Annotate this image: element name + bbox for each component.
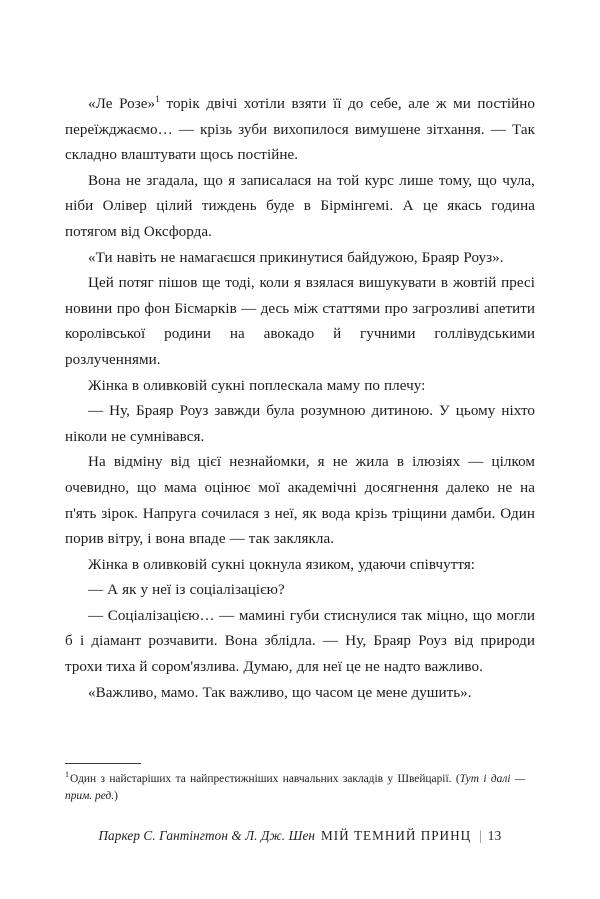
paragraph-dialogue	[65, 399, 535, 450]
paragraph-text: Вона не згадала, що я записалася на той курс лише тому, що чула, ніби Олівер цілий тиждень буде в Бірмінгемі. А це якась година потягом від Оксфорда.	[65, 172, 535, 240]
footnote-main-text: Один з найстаріших та найпрестижніших навчальних закладів у Швейцарії. (	[70, 773, 460, 785]
paragraph-text: На відміну від цієї незнайомки, я не жила в ілюзіях — цілком очевидно, що мама оцінює мої академічні досягнення далеко не на п'ять зірок. Напруга сочилася з неї, як вода крізь тріщини дамби. Один порив вітру, і вона впаде — так заклякла.	[65, 454, 535, 548]
paragraph	[65, 374, 535, 400]
paragraph	[65, 92, 535, 169]
paragraph	[65, 246, 535, 272]
footer-separator: |	[479, 828, 482, 843]
paragraph-text: Жінка в оливковій сукні поплескала маму по плечу:	[88, 377, 426, 394]
footnote-block	[65, 763, 525, 804]
paragraph-text: «Ле Розе»$^1$ торік двічі хотіли взяти її до себе, але ж ми постійно переїжджаємо… — крізь зуби вихопилося вимушене зітхання. — Так складно влаштувати щось постійне.	[65, 94, 535, 164]
paragraph-dialogue	[65, 604, 535, 681]
footer-book-title: МІЙ ТЕМНИЙ ПРИНЦ	[321, 828, 472, 843]
paragraph	[65, 271, 535, 373]
paragraph-dialogue	[65, 578, 535, 604]
paragraph-text: — А як у неї із соціалізацією?	[88, 582, 285, 599]
paragraph-text: «Важливо, мамо. Так важливо, що часом це мене душить».	[88, 684, 472, 701]
footnote-italic-note: Тут і далі — прим. ред.	[65, 773, 525, 802]
body-text-block	[65, 92, 535, 706]
footer-authors: Паркер С. Гантінгтон & Л. Дж. Шен	[98, 828, 316, 843]
paragraph-text: — Соціалізацією… — мамині губи стиснулися так міцно, що могли б і діамант розчавити. Вона зблідла. — Ну, Браяр Роуз від природи трохи тиха й сором'язлива. Думаю, для неї це не надто важливо.	[65, 607, 535, 676]
paragraph	[65, 450, 535, 552]
running-footer	[0, 828, 600, 844]
footnote-text	[65, 771, 525, 804]
paragraph-text: «Ти навіть не намагаєшся прикинутися байдужою, Браяр Роуз».	[88, 249, 504, 266]
page-number: 13	[487, 828, 502, 843]
paragraph	[65, 169, 535, 246]
footnote-marker: 1	[65, 770, 69, 780]
paragraph	[65, 553, 535, 579]
footnote-reference: 1	[155, 94, 160, 105]
footnote-separator-rule	[65, 763, 141, 764]
footnote-end-text: )	[114, 789, 118, 802]
paragraph	[65, 681, 535, 707]
paragraph-text: Жінка в оливковій сукні цокнула язиком, удаючи співчуття:	[88, 556, 476, 573]
paragraph-text: — Ну, Браяр Роуз завжди була розумною дитиною. У цьому ніхто ніколи не сумнівався.	[65, 403, 535, 445]
paragraph-text: Цей потяг пішов ще тоді, коли я взялася вишукувати в жовтій пресі новини про фон Бісмарків — десь між статтями про загрозливі апетити королівської родини на авокадо й гучними голлівудськими розлученнями.	[65, 275, 535, 368]
